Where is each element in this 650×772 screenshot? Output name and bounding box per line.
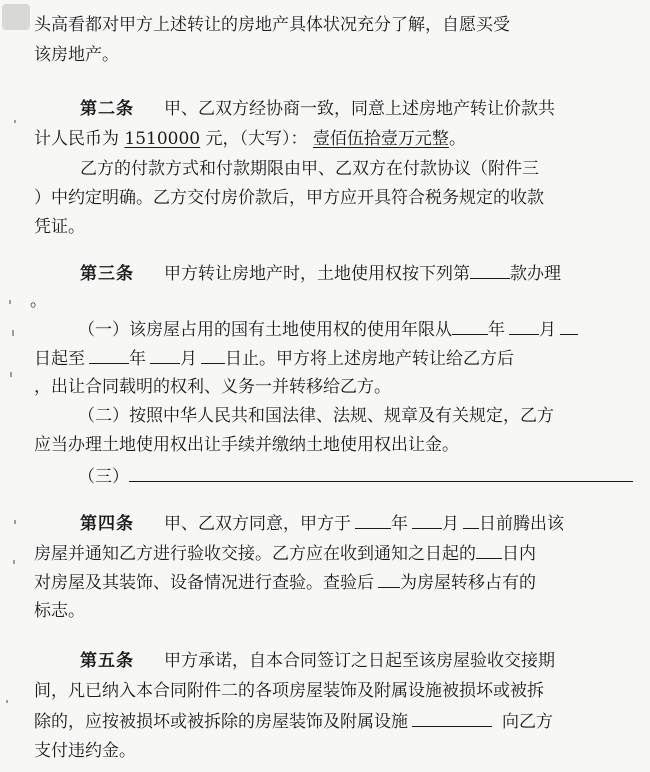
blank-field bbox=[378, 571, 400, 588]
article-4-line-2 bbox=[34, 542, 650, 565]
text-span: 为房屋转移占有的 bbox=[400, 573, 536, 593]
text-span: 甲、乙双方同意，甲方于 bbox=[164, 514, 351, 534]
margin-mark bbox=[6, 700, 8, 703]
blank-field bbox=[89, 347, 129, 364]
text-line: 间，凡已纳入本合同附件二的各项房屋装饰及附属设施被损坏或被拆 bbox=[34, 681, 544, 701]
blank-field bbox=[476, 542, 502, 559]
text-span: 月 bbox=[539, 320, 556, 340]
text-line: ）中约定明确。乙方交付房价款后，甲方应开具符合税务规定的收款 bbox=[34, 188, 544, 208]
article-5-line-1 bbox=[80, 650, 650, 672]
margin-mark bbox=[12, 330, 14, 336]
text-span: 甲方转让房地产时，土地使用权按下列第 bbox=[164, 264, 470, 284]
article-4-line-1 bbox=[80, 512, 650, 535]
article-3-title: 第三条 bbox=[80, 264, 134, 284]
margin-mark bbox=[13, 560, 15, 564]
price-figure: 1510000 bbox=[124, 129, 201, 149]
text-span: （一）该房屋占用的国有土地使用权的使用年限从 bbox=[78, 320, 452, 340]
text-span: 计人民币为 bbox=[34, 129, 119, 149]
margin-mark bbox=[14, 520, 16, 524]
article-2-line-2 bbox=[34, 128, 650, 150]
article-4-line-3 bbox=[34, 571, 650, 594]
article-3-item-1-line-1 bbox=[78, 318, 650, 341]
text-span: 日止。甲方将上述房地产转让给乙方后 bbox=[225, 349, 514, 369]
blank-field bbox=[463, 512, 479, 529]
text-line: （二）按照中华人民共和国法律、法规、规章及有关规定，乙方 bbox=[78, 406, 554, 426]
text-line: 头高看都对甲方上述转让的房地产具体状况充分了解，自愿买受 bbox=[34, 15, 510, 35]
text-span: 甲方承诺，自本合同签订之日起至该房屋验收交接期 bbox=[164, 651, 555, 671]
blank-field bbox=[201, 347, 225, 364]
text-span: 年 bbox=[488, 320, 505, 340]
text-line: 。 bbox=[30, 291, 47, 311]
text-span: 对房屋及其装饰、设备情况进行查验。查验后 bbox=[34, 573, 374, 593]
watermark-logo bbox=[2, 4, 30, 30]
article-3-item-1-line-2 bbox=[34, 347, 650, 370]
text-span: 除的，应按被损坏或被拆除的房屋装饰及附属设施 bbox=[34, 712, 408, 732]
article-2-line-1 bbox=[80, 98, 650, 120]
text-line: ，出让合同载明的权利、义务一并转移给乙方。 bbox=[34, 377, 391, 397]
blank-field bbox=[150, 347, 180, 364]
text-span: 向乙方 bbox=[502, 712, 553, 732]
text-span: 。 bbox=[448, 129, 466, 149]
margin-mark bbox=[9, 300, 11, 304]
text-span: 房屋并通知乙方进行验收交接。乙方应在收到通知之日起的 bbox=[34, 544, 476, 564]
blank-field bbox=[560, 318, 578, 335]
text-line: 应当办理土地使用权出让手续并缴纳土地使用权出让金。 bbox=[34, 435, 459, 455]
article-2-title: 第二条 bbox=[80, 99, 134, 119]
article-3-item-3 bbox=[78, 465, 650, 488]
blank-field bbox=[509, 318, 539, 335]
price-chinese: 壹佰伍拾壹万元整 bbox=[312, 129, 449, 149]
text-span: 年 bbox=[129, 349, 146, 369]
blank-field bbox=[355, 512, 391, 529]
blank-field bbox=[412, 512, 442, 529]
blank-field bbox=[452, 318, 488, 335]
article-5-line-3 bbox=[34, 710, 650, 733]
text-span: 日内 bbox=[502, 544, 536, 564]
text-span: 日前腾出该 bbox=[479, 514, 564, 534]
blank-field bbox=[412, 710, 492, 727]
blank-field bbox=[470, 262, 510, 279]
text-span: 月 bbox=[180, 349, 197, 369]
article-3-line-1 bbox=[80, 262, 650, 285]
blank-field bbox=[129, 465, 633, 482]
text-line: 支付违约金。 bbox=[34, 741, 136, 761]
text-span: （三） bbox=[78, 467, 129, 487]
text-line: 该房地产。 bbox=[34, 45, 119, 65]
article-4-title: 第四条 bbox=[80, 514, 134, 534]
text-span: 元，（大写）： bbox=[205, 129, 308, 149]
text-span: 甲、乙双方经协商一致，同意上述房地产转让价款共 bbox=[164, 99, 555, 119]
margin-mark bbox=[10, 372, 12, 377]
article-5-title: 第五条 bbox=[80, 651, 134, 671]
margin-mark bbox=[14, 120, 16, 123]
text-line: 乙方的付款方式和付款期限由甲、乙双方在付款协议（附件三 bbox=[80, 159, 539, 179]
text-span: 款办理 bbox=[510, 264, 561, 284]
text-span: 月 bbox=[442, 514, 459, 534]
text-span: 日起至 bbox=[34, 349, 85, 369]
text-line: 标志。 bbox=[34, 601, 85, 621]
text-line: 凭证。 bbox=[34, 217, 85, 237]
text-span: 年 bbox=[391, 514, 408, 534]
